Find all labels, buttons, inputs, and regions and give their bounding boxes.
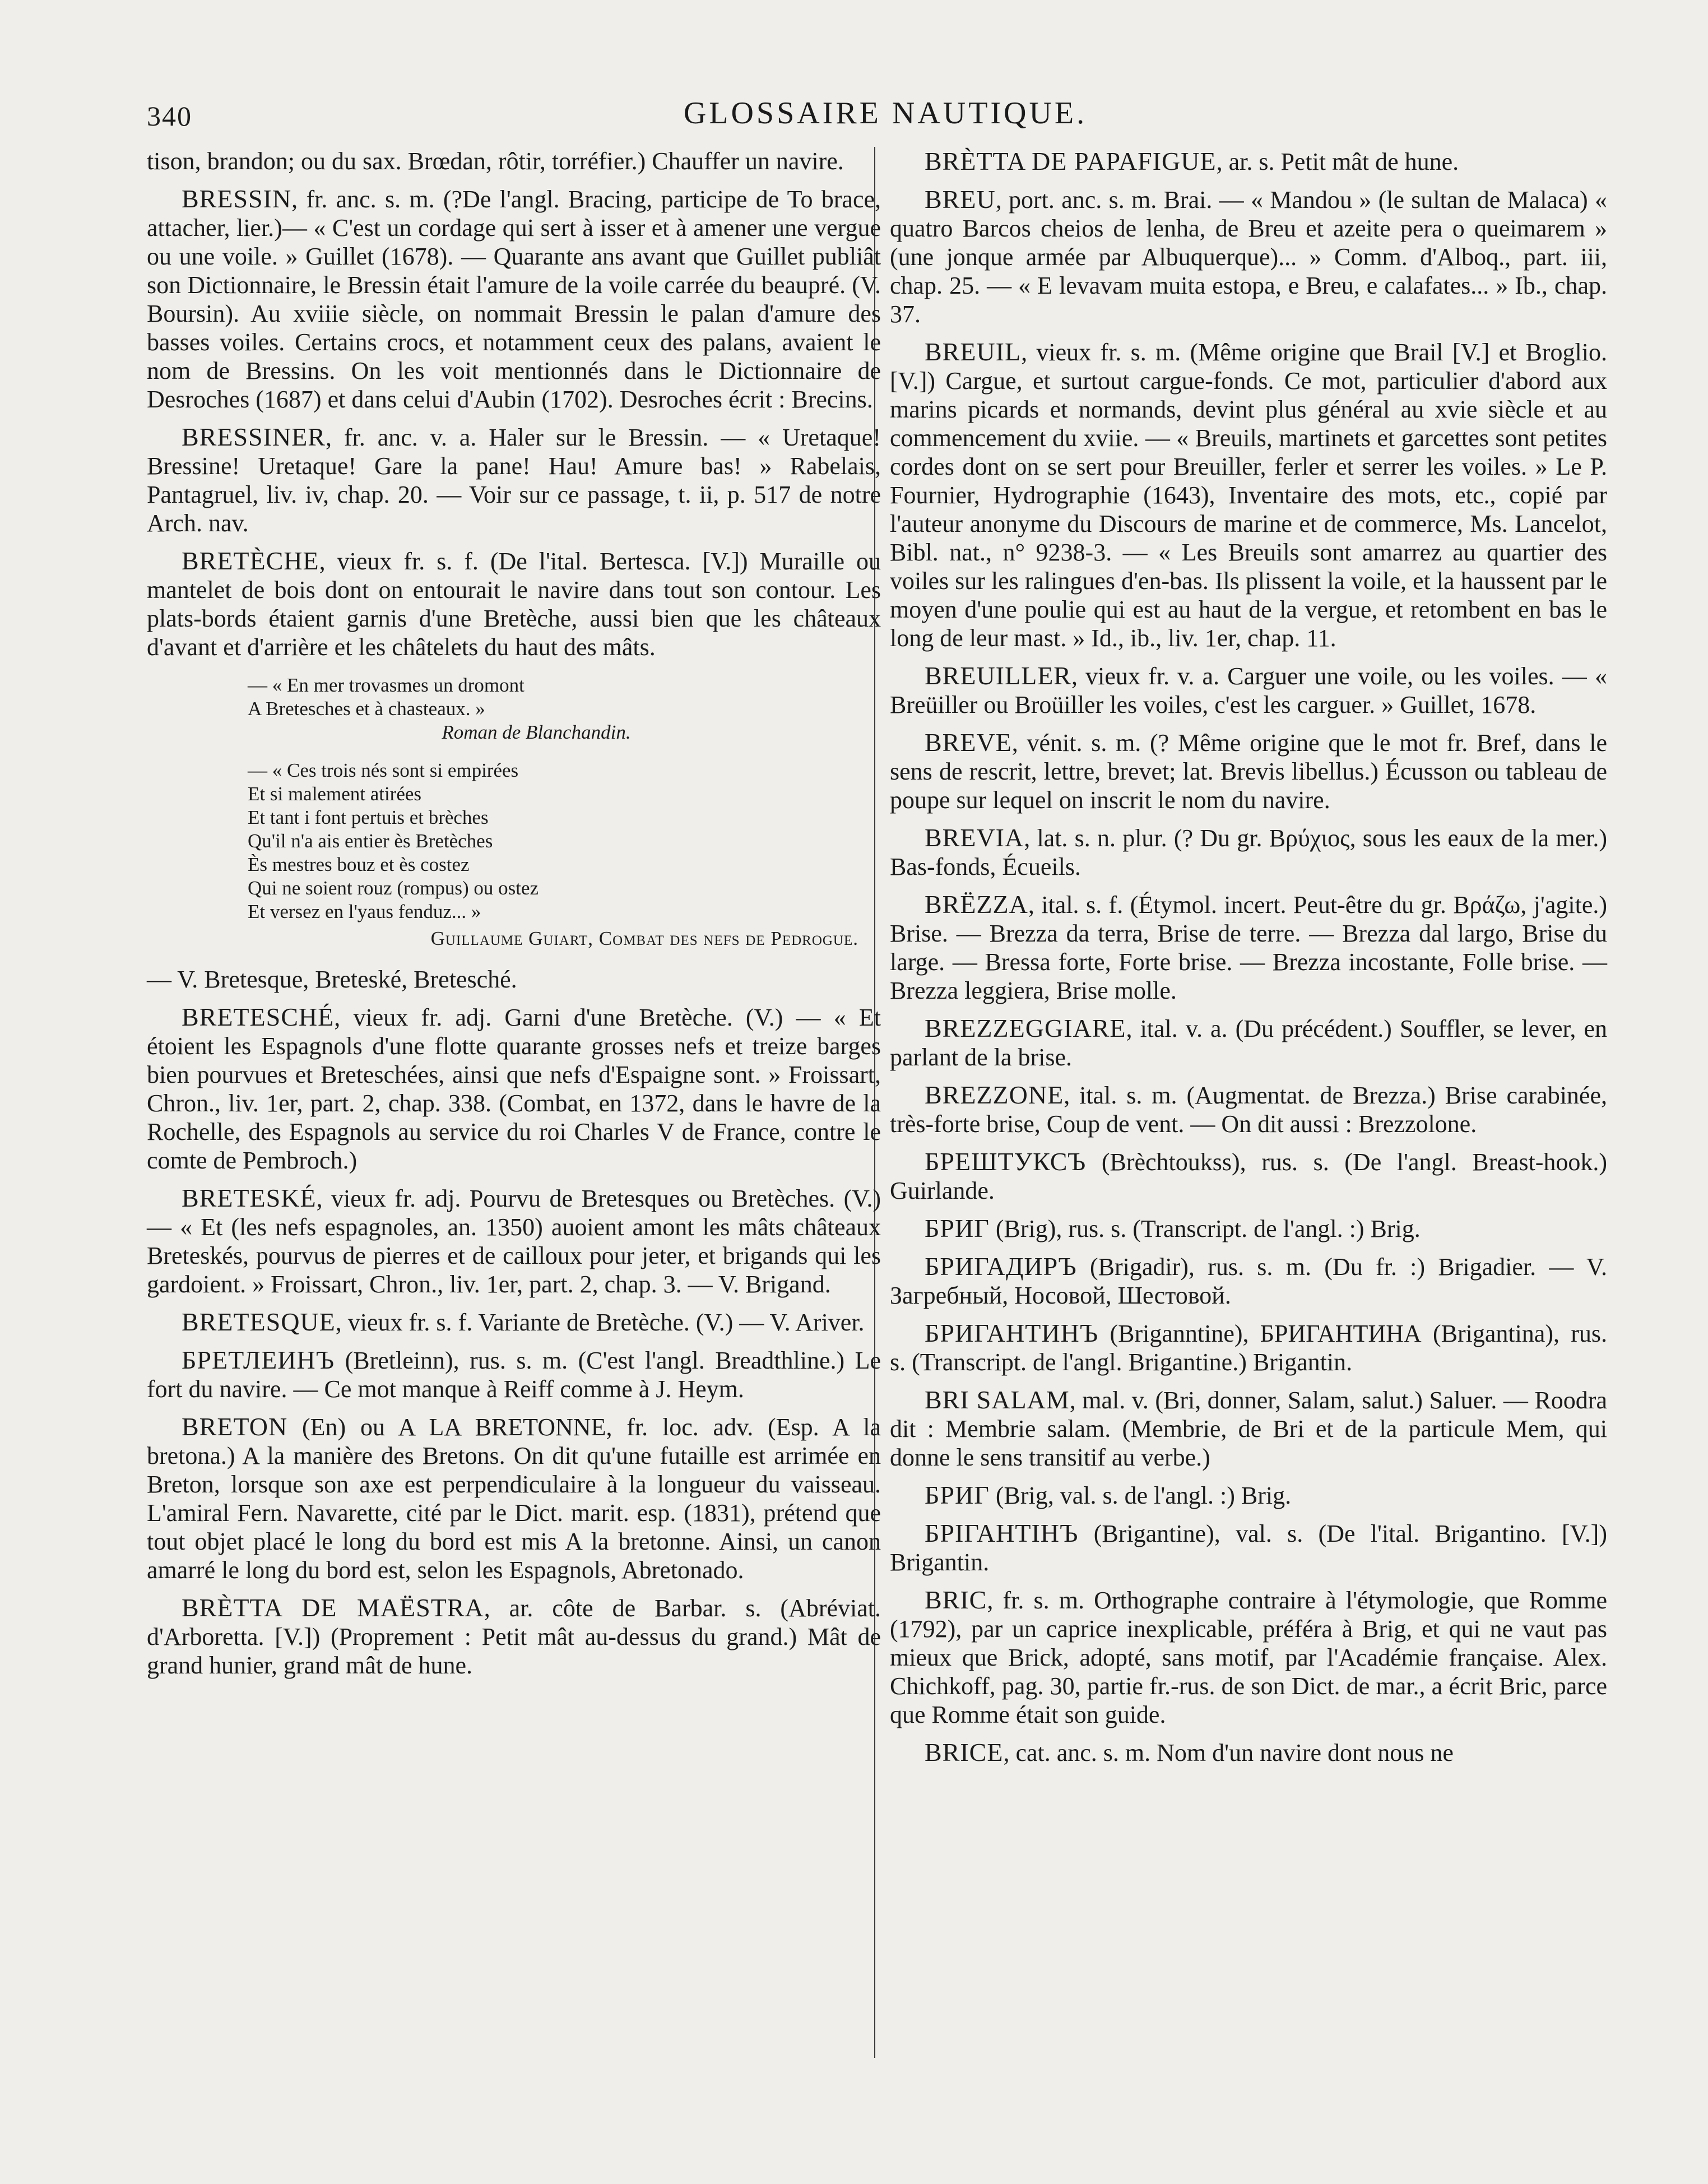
headword: BRETESKÉ <box>182 1184 317 1212</box>
definition: , fr. s. m. Orthographe contraire à l'étymologie, que Romme (1792), par un caprice inexplicable, préféra à Brig, et qui ne vaut pas mieux que Brick, adopté, sans motif, par l'Académie française. Alex. Chichkoff, pag. 30, partie fr.-rus. de son Dict. de mar., a écrit Bric, parce que Romme était son guide. <box>890 1587 1607 1728</box>
entry-bretesche <box>147 1003 881 1175</box>
definition: (Brig), rus. s. (Transcript. de l'angl. :) Brig. <box>989 1215 1421 1242</box>
entry-bretta-de-maestra <box>147 1593 881 1680</box>
running-title: GLOSSAIRE NAUTIQUE. <box>683 96 1088 131</box>
headword: BREVE <box>925 728 1012 757</box>
entry-bretta-de-papafigue <box>890 147 1607 176</box>
verse-line: Et si malement atirées <box>248 783 422 805</box>
definition: , ital. s. m. (Augmentat. de Brezza.) Brise carabinée, très-forte brise, Coup de vent. — On dit aussi : Brezzolone. <box>890 1082 1607 1138</box>
headword: BRESSIN <box>182 184 292 213</box>
verse-quote-blanchandin <box>147 674 881 744</box>
definition: (En) ou A LA BRETONNE, fr. loc. adv. (Esp. A la bretona.) A la manière des Bretons. On dit qu'une futaille est arrimée en Breton, lorsque son axe est perpendiculaire à la longueur du vaisseau. L'amiral Fern. Navarette, cité par le Dict. marit. esp. (1831), prétend que tout objet placé le long du bord est mis A la bretonne. Ainsi, un canon amarré le long du bord est, selon les Espagnols, Abretonado. <box>147 1413 881 1584</box>
definition: , vieux fr. v. a. Carguer une voile, ou les voiles. — « Breüiller ou Broüiller les voiles, c'est les carguer. » Guillet, 1678. <box>890 662 1607 718</box>
definition: , vieux fr. s. m. (Même origine que Brail [V.] et Broglio. [V.]) Cargue, et surtout cargue-fonds. Ce mot, particulier d'abord aux marins picards et normands, devint plus général au xvie siècle et au commencement du xviie. — « Breuils, martinets et garcettes sont petites cordes dont on se sert pour Breuiller, ferler et serrer les voiles. » Le P. Fournier, Hydrographie (1643), Inventaire des mots, etc., copié par l'auteur anonyme du Discours de marine et de commerce, Ms. Lancelot, Bibl. nat., n° 9238-3. — « Les Breuils sont amarrez au quartier des voiles sur les ralingues d'en-bas. Ils plissent la voile, et la haussent par le moyen d'une poulie qui est au haut de la vergue, et retombent en bas le long de leur mast. » Id., ib., liv. 1er, chap. 11. <box>890 339 1607 652</box>
verse-line: Ès mestres bouz et ès costez <box>248 854 470 875</box>
definition: , port. anc. s. m. Brai. — « Mandou » (le sultan de Malaca) « quatro Barcos cheios de lenha, de Breu et azeite pera o queimarem » (une jonque armée par Albuquerque)... » Comm. d'Alboq., part. iii, chap. 25. — « E levavam muita estopa, e Breu, e calafates... » Ib., chap. 37. <box>890 186 1607 328</box>
page-number: 340 <box>147 100 192 132</box>
entry-breve <box>890 728 1607 814</box>
definition: (Brigantine), val. s. (De l'ital. Brigantino. [V.]) Brigantin. <box>890 1520 1607 1576</box>
entry-brice <box>890 1738 1607 1767</box>
headword: BRICE <box>925 1738 1004 1766</box>
headword: БРЕТЛЕИНЪ <box>182 1346 335 1374</box>
verse-line: Qu'il n'a ais entier ès Bretèches <box>248 830 493 852</box>
definition: , vieux fr. s. f. (De l'ital. Bertesca. [V.]) Muraille ou mantelet de bois dont on entourait le navire dans tout son contour. Les plats-bords étaient garnis d'une Bretèche, aussi bien que les châteaux d'avant et d'arrière et les châtelets du haut des mâts. <box>147 548 881 661</box>
entry-brezza <box>890 890 1607 1005</box>
entry-bri-salam <box>890 1385 1607 1472</box>
entry-breuiller <box>890 661 1607 719</box>
quote-source: Guillaume Guiart, Combat des nefs de Pedrogue. <box>430 928 858 949</box>
definition: , vieux fr. adj. Pourvu de Bretesques ou Bretèches. (V.) — « Et (les nefs espagnoles, an. 1350) auoient amont les mâts châteaux Breteskés, pourvus de pierres et de cailloux pour jeter, et brigands qui les gardoient. » Froissart, Chron., liv. 1er, part. 2, chap. 3. — V. Brigand. <box>147 1185 881 1298</box>
entry-brechtoukss <box>890 1147 1607 1205</box>
entry-breton <box>147 1412 881 1584</box>
entry-bressiner <box>147 423 881 537</box>
definition: , lat. s. n. plur. (? Du gr. Βρύχιος, sous les eaux de la mer.) Bas-fonds, Écueils. <box>890 824 1607 880</box>
entry-brig-rus <box>890 1214 1607 1243</box>
verse-line: Qui ne soient rouz (rompus) ou ostez <box>248 877 539 899</box>
definition: , ital. s. f. (Étymol. incert. Peut-être du gr. Βράζω, j'agite.) Brise. — Brezza da terra, Brise de terre. — Brezza dal largo, Brise du large. — Bressa forte, Forte brise. — Brezza incostante, Folle brise. — Brezza leggiera, Brise molle. <box>890 891 1607 1004</box>
definition: , vieux fr. adj. Garni d'une Bretèche. (V.) — « Et étoient les Espagnols d'une flotte quarante grosses nefs et treize barges bien pourvues et Breteschées, ainsi que nefs d'Espaigne sont. » Froissart, Chron., liv. 1er, part. 2, chap. 338. (Combat, en 1372, dans le havre de la Rochelle, des Espagnols au service du roi Charles V de France, contre le comte de Pembroch.) <box>147 1004 881 1174</box>
headword: BRESSINER <box>182 423 326 451</box>
left-column <box>147 147 881 1689</box>
definition: (Bretleinn), rus. s. m. (C'est l'angl. Breadthline.) Le fort du navire. — Ce mot manque à Reiff comme à J. Heym. <box>147 1347 881 1403</box>
headword: BRËZZA <box>925 890 1028 919</box>
headword: БРИГАДИРЪ <box>925 1252 1077 1281</box>
definition: , ar. côte de Barbar. s. (Abréviat. d'Arboretta. [V.]) (Proprement : Petit mât au-dessus du grand.) Mât de grand hunier, grand mât de hune. <box>147 1594 881 1679</box>
entry-breteske <box>147 1184 881 1299</box>
definition: , ital. v. a. (Du précédent.) Souffler, se lever, en parlant de la brise. <box>890 1015 1607 1071</box>
headword: BREZZEGGIARE <box>925 1014 1126 1042</box>
definition: , vieux fr. s. f. Variante de Bretèche. (V.) — V. Ariver. <box>335 1309 865 1336</box>
definition: , fr. anc. v. a. Haler sur le Bressin. — « Uretaque! Bressine! Uretaque! Gare la pane! Hau! Amure bas! » Rabelais, Pantagruel, liv. iv, chap. 20. — Voir sur ce passage, t. ii, p. 517 de notre Arch. nav. <box>147 424 881 537</box>
headword: BREU <box>925 185 996 214</box>
headword: БРИГАНТИНЪ <box>925 1319 1099 1347</box>
entry-bressin <box>147 184 881 414</box>
quote-source: Roman de Blanchandin. <box>442 721 631 743</box>
definition: (Briganntine), БРИГАНТИНА (Brigantina), rus. s. (Transcript. de l'angl. Brigantine.) Brigantin. <box>890 1320 1607 1376</box>
definition: , ar. s. Petit mât de hune. <box>1216 148 1459 175</box>
headword: BREZZONE <box>925 1081 1064 1109</box>
headword: БРИГ <box>925 1214 990 1242</box>
verse-line: Et tant i font pertuis et brèches <box>248 806 489 828</box>
entry-brevia <box>890 823 1607 881</box>
headword: BRI SALAM <box>925 1385 1070 1414</box>
verse-line: — « En mer trovasmes un dromont <box>248 674 525 696</box>
entry-bric <box>890 1585 1607 1729</box>
entry-brezzone <box>890 1081 1607 1138</box>
headword: БРИГ <box>925 1481 990 1509</box>
headword: BRETON <box>182 1412 288 1441</box>
definition: , cat. anc. s. m. Nom d'un navire dont nous ne <box>1003 1739 1454 1766</box>
entry-brezzeggiare <box>890 1014 1607 1072</box>
entry-bretesque <box>147 1307 881 1337</box>
entry-brigantin-rus <box>890 1319 1607 1376</box>
right-column <box>890 147 1607 1776</box>
verse-quote-guiart <box>147 759 881 950</box>
entry-brigantine-val <box>890 1519 1607 1576</box>
headword: BRETESCHÉ <box>182 1003 335 1031</box>
cross-reference: — V. Bretesque, Breteské, Bretesché. <box>147 966 517 993</box>
headword: БРЕШТУКСЪ <box>925 1147 1087 1176</box>
definition: , fr. anc. s. m. (?De l'angl. Bracing, participe de To brace, attacher, lier.)— « C'est un cordage qui sert à isser et à amener une vergue ou une voile. » Guillet (1678). — Quarante ans avant que Guillet publiât son Dictionnaire, le Bressin était l'amure de la voile carrée du beaupré. (V. Boursin). Au xviiie siècle, on nommait Bressin le palan d'amure des basses voiles. Certains crocs, et notamment ceux des palans, avaient le nom de Bressins. On les voit mentionnés dans le Dictionnaire de Desroches (1687) et dans celui d'Aubin (1702). Desroches écrit : Brecins. <box>147 186 881 413</box>
verse-line: Et versez en l'yaus fenduz... » <box>248 901 481 922</box>
entry-continuation: tison, brandon; ou du sax. Brœdan, rôtir, torréfier.) Chauffer un navire. <box>147 147 844 175</box>
headword: BRETÈCHE <box>182 546 319 575</box>
headword: BREVIA <box>925 823 1024 852</box>
entry-bretleinn <box>147 1346 881 1403</box>
verse-line: — « Ces trois nés sont si empirées <box>248 759 519 781</box>
headword: BREUILLER <box>925 661 1071 690</box>
headword: BRÈTTA DE PAPAFIGUE <box>925 147 1217 175</box>
entry-breu <box>890 185 1607 328</box>
page-header <box>0 90 1708 140</box>
headword: BRIC <box>925 1585 987 1614</box>
headword: БРIГАНТIНЪ <box>925 1519 1079 1547</box>
entry-brig-val <box>890 1481 1607 1510</box>
definition: (Brigadir), rus. s. m. (Du fr. :) Brigadier. — V. Загребный, Носовой, Шестовой. <box>890 1253 1607 1309</box>
entry-brigadir <box>890 1252 1607 1310</box>
definition: , vénit. s. m. (? Même origine que le mot fr. Bref, dans le sens de rescrit, lettre, brevet; lat. Brevis libellus.) Écusson ou tableau de poupe sur lequel on inscrit le nom du navire. <box>890 729 1607 814</box>
entry-breteche <box>147 546 881 661</box>
definition: , mal. v. (Bri, donner, Salam, salut.) Saluer. — Roodra dit : Membrie salam. (Membrie, de Bri et de la particule Mem, qui donne le sens transitif au verbe.) <box>890 1387 1607 1471</box>
headword: BREUIL <box>925 337 1022 366</box>
headword: BRETESQUE <box>182 1307 336 1336</box>
definition: (Brèchtoukss), rus. s. (De l'angl. Breast-hook.) Guirlande. <box>890 1148 1607 1204</box>
verse-line: A Bretesches et à chasteaux. » <box>248 698 485 720</box>
definition: (Brig, val. s. de l'angl. :) Brig. <box>989 1482 1292 1509</box>
entry-breuil <box>890 337 1607 652</box>
headword: BRÈTTA DE MAËSTRA <box>182 1593 484 1622</box>
